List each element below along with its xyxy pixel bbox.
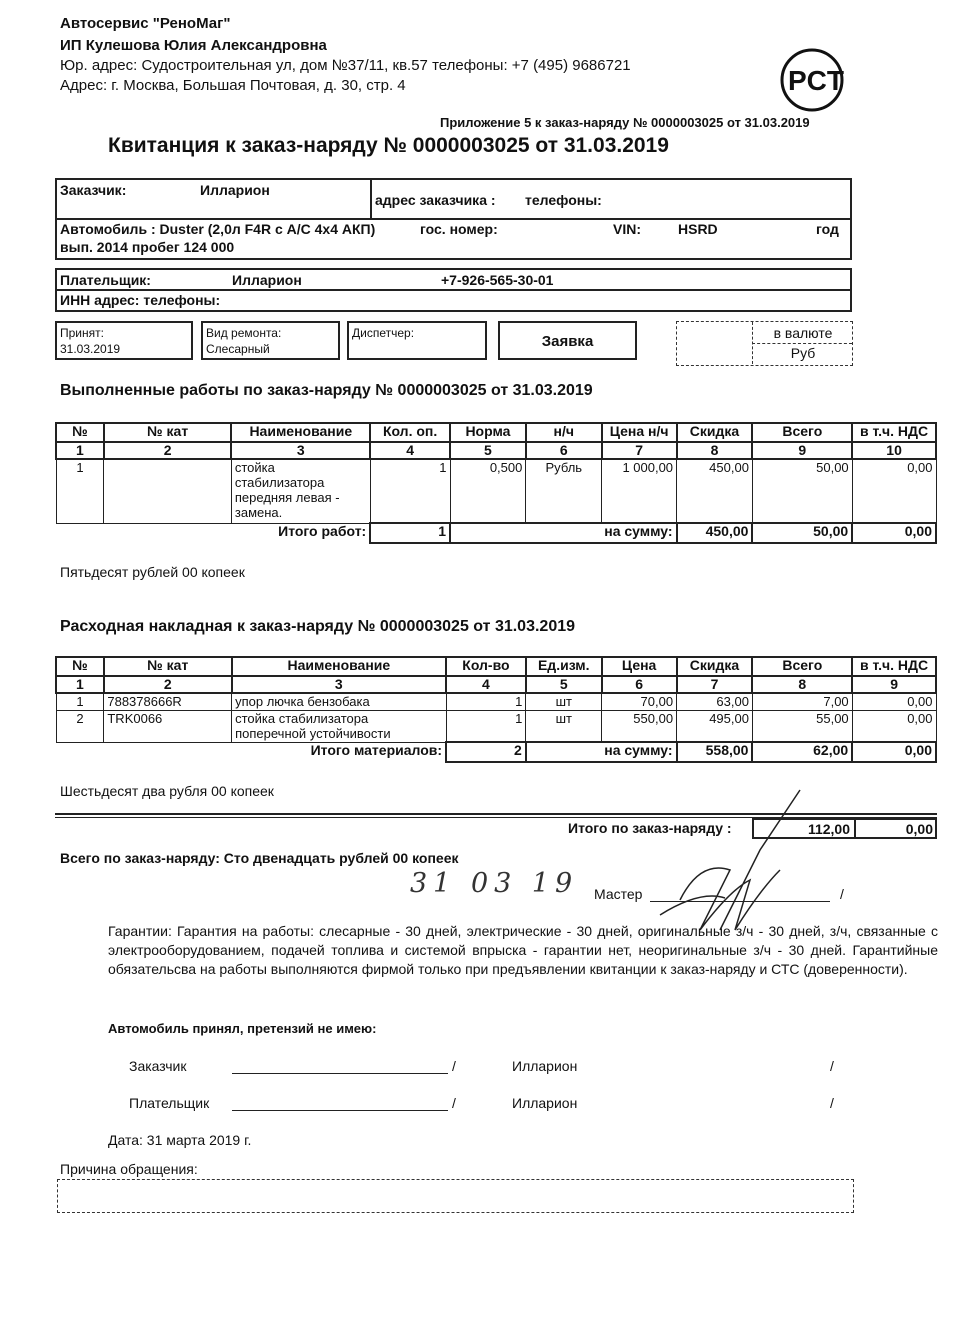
- materials-header-cell: Наименование: [232, 657, 446, 676]
- materials-col-number: 1: [56, 676, 104, 693]
- works-col-number: 9: [752, 442, 852, 459]
- materials-cell: 2: [56, 710, 104, 742]
- materials-cell: 1: [446, 693, 526, 710]
- accepted-box: [55, 321, 193, 360]
- materials-table: [55, 656, 937, 763]
- works-header-cell: № кат: [104, 423, 232, 442]
- table-row: [56, 459, 936, 523]
- master-label: Мастер: [594, 886, 643, 902]
- works-cell: 0,500: [450, 459, 526, 523]
- customer-address-label: адрес заказчика :: [375, 192, 496, 208]
- table-row: [56, 710, 936, 742]
- customer-signature-line: [232, 1073, 448, 1074]
- company-legal-address: Юр. адрес: Судостроительная ул, дом №37/11, кв.57 телефоны: +7 (495) 9686721: [60, 57, 631, 74]
- materials-header-cell: Ед.изм.: [526, 657, 602, 676]
- materials-cell: стойка стабилизатора поперечной устойчивости: [232, 710, 446, 742]
- works-col-number: 2: [104, 442, 232, 459]
- currency-label: в валюте: [773, 325, 833, 341]
- appendix-note: Приложение 5 к заказ-наряду № 0000003025 от 31.03.2019: [440, 115, 810, 130]
- works-col-number: 4: [370, 442, 450, 459]
- reason-box: [57, 1179, 854, 1213]
- order-total-box: [752, 818, 937, 839]
- company-owner: ИП Кулешова Юлия Александровна: [60, 37, 327, 54]
- materials-cell: шт: [526, 710, 602, 742]
- reason-label: Причина обращения:: [60, 1161, 198, 1177]
- materials-number-row: [56, 676, 936, 693]
- works-col-number: 3: [231, 442, 370, 459]
- works-total-label: Итого работ:: [278, 522, 367, 539]
- works-total-row: [56, 523, 936, 543]
- master-signature-line: [650, 901, 830, 902]
- payer-label: Плательщик:: [60, 272, 151, 288]
- dispatcher-label: Диспетчер:: [352, 326, 415, 340]
- works-total-discount: 450,00: [677, 523, 753, 543]
- works-total-qty: 1: [370, 523, 450, 543]
- works-col-number: 10: [852, 442, 936, 459]
- payer-sign-name: Илларион: [512, 1095, 578, 1111]
- customer-name: Илларион: [200, 182, 270, 198]
- company-name: Автосервис "РеноМаг": [60, 15, 231, 32]
- materials-sum-label: на сумму:: [526, 742, 677, 762]
- works-cell: 450,00: [677, 459, 753, 523]
- page-title: Квитанция к заказ-наряду № 0000003025 от 31.03.2019: [108, 134, 669, 157]
- materials-cell: 1: [56, 693, 104, 710]
- works-header-cell: Цена н/ч: [602, 423, 677, 442]
- materials-header-cell: Скидка: [677, 657, 753, 676]
- works-title: Выполненные работы по заказ-наряду № 0000003025 от 31.03.2019: [60, 382, 593, 399]
- materials-total-label: Итого материалов:: [310, 741, 443, 758]
- dispatcher-box: [347, 321, 487, 360]
- materials-col-number: 6: [602, 676, 677, 693]
- materials-cell: 550,00: [602, 710, 677, 742]
- materials-header-cell: Кол-во: [446, 657, 526, 676]
- materials-total-row: [56, 742, 936, 762]
- materials-cell: шт: [526, 693, 602, 710]
- materials-header-row: [56, 657, 936, 676]
- materials-header-cell: в т.ч. НДС: [852, 657, 936, 676]
- materials-cell: 1: [446, 710, 526, 742]
- cert-logo-text: PCT: [788, 65, 844, 96]
- customer-car-block: [55, 178, 852, 260]
- customer-sign-name: Илларион: [512, 1058, 578, 1074]
- materials-total-words: Шестьдесят два рубля 00 копеек: [60, 783, 274, 799]
- materials-title: Расходная накладная к заказ-наряду № 0000003025 от 31.03.2019: [60, 618, 576, 635]
- payer-sign-slash: /: [452, 1095, 456, 1111]
- works-table: [55, 422, 937, 544]
- materials-total-vat: 0,00: [852, 742, 936, 762]
- works-header-cell: Скидка: [677, 423, 753, 442]
- works-col-number: 5: [450, 442, 526, 459]
- car-model: Автомобиль : Duster (2,0л F4R с A/C 4x4 АКП): [60, 221, 376, 237]
- guarantee-text: Гарантии: Гарантия на работы: слесарные - 30 дней, электрические - 30 дней, оригинальные з/ч - 30 дней, з/ч, связанные с электрооборудованием, подачей топлива и системой впрыска - гарантии нет, неоригинальные з/ч - 30 дней. Гарантийные обязательсва на работы выполняются фирмой только при предъявлении квитанции к заказ-наряду и СТС (доверенности).: [108, 923, 938, 977]
- works-header-cell: №: [56, 423, 104, 442]
- payer-sign-label: Плательщик: [129, 1095, 210, 1111]
- currency-value: Руб: [790, 345, 816, 361]
- works-number-row: [56, 442, 936, 459]
- materials-col-number: 7: [677, 676, 753, 693]
- certification-logo: [778, 44, 852, 114]
- accepted-statement: Автомобиль принял, претензий не имею:: [108, 1021, 377, 1036]
- materials-cell: упор лючка бензобака: [232, 693, 446, 710]
- order-total-words: Всего по заказ-наряду: Сто двенадцать рублей 00 копеек: [60, 850, 459, 866]
- works-cell: 1 000,00: [602, 459, 677, 523]
- materials-header-cell: Цена: [602, 657, 677, 676]
- materials-header-cell: №: [56, 657, 104, 676]
- divider: [55, 813, 937, 815]
- customer-sign-label: Заказчик: [129, 1058, 187, 1074]
- materials-cell: 55,00: [752, 710, 852, 742]
- works-cell: Рубль: [526, 459, 602, 523]
- materials-cell: 0,00: [852, 693, 936, 710]
- works-col-number: 8: [677, 442, 753, 459]
- currency-box: [676, 321, 853, 366]
- works-total-words: Пятьдесят рублей 00 копеек: [60, 564, 245, 580]
- car-vin-label: VIN:: [613, 221, 641, 237]
- works-header-cell: н/ч: [526, 423, 602, 442]
- customer-sign-end-slash: /: [830, 1058, 834, 1074]
- car-year-label: год: [816, 221, 839, 237]
- repair-type-label: Вид ремонта:: [206, 326, 282, 340]
- works-cell: 50,00: [752, 459, 852, 523]
- accepted-date: 31.03.2019: [60, 342, 121, 356]
- works-header-cell: Всего: [752, 423, 852, 442]
- works-header-cell: Кол. оп.: [370, 423, 450, 442]
- materials-col-number: 8: [752, 676, 852, 693]
- customer-sign-slash: /: [452, 1058, 456, 1074]
- accepted-label: Принят:: [60, 326, 104, 340]
- handwritten-date: 31 03 19: [410, 868, 579, 899]
- works-col-number: 7: [602, 442, 677, 459]
- order-total-label: Итого по заказ-наряду :: [568, 820, 732, 836]
- payer-block: [55, 268, 852, 312]
- payer-name: Илларион: [232, 272, 302, 288]
- materials-cell: 70,00: [602, 693, 677, 710]
- document-date: Дата: 31 марта 2019 г.: [108, 1132, 252, 1148]
- works-cell: 0,00: [852, 459, 936, 523]
- materials-col-number: 9: [852, 676, 936, 693]
- master-slash: /: [840, 886, 844, 902]
- works-cell: [104, 459, 232, 523]
- works-header-cell: Норма: [450, 423, 526, 442]
- works-sum-label: на сумму:: [450, 523, 677, 543]
- repair-type-value: Слесарный: [206, 342, 270, 356]
- works-col-number: 1: [56, 442, 104, 459]
- works-header-row: [56, 423, 936, 442]
- order-total-sum: 112,00: [807, 821, 850, 837]
- materials-col-number: 2: [104, 676, 232, 693]
- materials-col-number: 5: [526, 676, 602, 693]
- materials-col-number: 4: [446, 676, 526, 693]
- materials-cell: TRK0066: [104, 710, 232, 742]
- payer-signature-line: [232, 1110, 448, 1111]
- table-row: [56, 693, 936, 710]
- payer-details: ИНН адрес: телефоны:: [60, 292, 221, 308]
- works-header-cell: Наименование: [231, 423, 370, 442]
- repair-type-box: [201, 321, 340, 360]
- materials-header-cell: Всего: [752, 657, 852, 676]
- works-cell: стойка стабилизатора передняя левая - замена.: [231, 459, 370, 523]
- order-total-vat: 0,00: [905, 821, 933, 837]
- request-label: Заявка: [541, 333, 594, 350]
- works-col-number: 6: [526, 442, 602, 459]
- request-box: [498, 321, 637, 360]
- works-cell: 1: [370, 459, 450, 523]
- materials-cell: 63,00: [677, 693, 753, 710]
- customer-label: Заказчик:: [60, 182, 127, 198]
- materials-cell: 0,00: [852, 710, 936, 742]
- car-plate-label: гос. номер:: [420, 221, 498, 237]
- materials-col-number: 3: [232, 676, 446, 693]
- car-year-mileage: вып. 2014 пробег 124 000: [60, 239, 235, 255]
- customer-phones-label: телефоны:: [525, 192, 602, 208]
- materials-total-discount: 558,00: [677, 742, 753, 762]
- works-header-cell: в т.ч. НДС: [852, 423, 936, 442]
- materials-cell: 7,00: [752, 693, 852, 710]
- works-total-vat: 0,00: [852, 523, 936, 543]
- materials-total-sum: 62,00: [752, 742, 852, 762]
- materials-header-cell: № кат: [104, 657, 232, 676]
- materials-cell: 788378666R: [104, 693, 232, 710]
- materials-cell: 495,00: [677, 710, 753, 742]
- works-cell: 1: [56, 459, 104, 523]
- payer-sign-end-slash: /: [830, 1095, 834, 1111]
- works-total-sum: 50,00: [752, 523, 852, 543]
- car-vin: HSRD: [678, 221, 718, 237]
- payer-phone: +7-926-565-30-01: [441, 272, 554, 288]
- company-address: Адрес: г. Москва, Большая Почтовая, д. 30, стр. 4: [60, 77, 406, 94]
- materials-total-qty: 2: [446, 742, 526, 762]
